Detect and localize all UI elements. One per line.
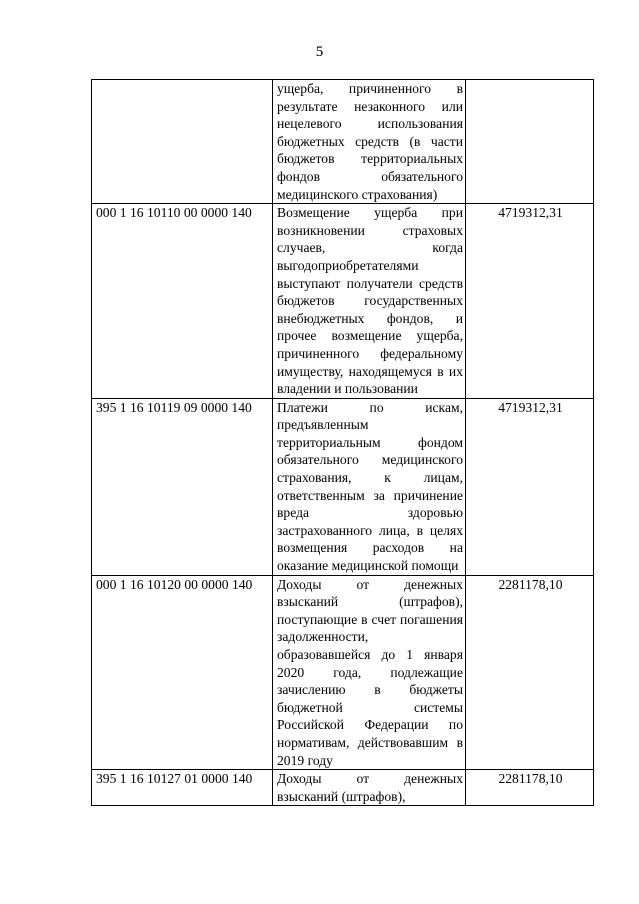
table-row bbox=[92, 575, 594, 770]
amount-cell: 4719312,31 bbox=[466, 204, 594, 399]
table-row bbox=[92, 204, 594, 399]
description-cell: Платежи по искам, предъявленным территориальным фондом обязательного медицинского страхования, к лицам, ответственным за причинение вреда здоровью застрахованного лица, в целях возмещения расходов на оказание медицинской помощи bbox=[273, 398, 466, 575]
amount-cell: 4719312,31 bbox=[466, 398, 594, 575]
table-row bbox=[92, 80, 594, 204]
amount-cell bbox=[466, 80, 594, 204]
description-cell: Возмещение ущерба при возникновении страховых случаев, когда выгодоприобретателями выступают получатели средств бюджетов государственных внебюджетных фондов, и прочее возмещение ущерба, причиненного федеральному имуществу, находящемуся в их владении и пользовании bbox=[273, 204, 466, 399]
budget-code-cell: 000 1 16 10110 00 0000 140 bbox=[92, 204, 273, 399]
table-row bbox=[92, 770, 594, 806]
description-cell: Доходы от денежных взысканий (штрафов), поступающие в счет погашения задолженности, образовавшейся до 1 января 2020 года, подлежащие зачислению в бюджеты бюджетной системы Российской Федерации по нормативам, действовавшим в 2019 году bbox=[273, 575, 466, 770]
amount-cell: 2281178,10 bbox=[466, 770, 594, 806]
budget-code-cell: 395 1 16 10119 09 0000 140 bbox=[92, 398, 273, 575]
description-cell: Доходы от денежных взысканий (штрафов), bbox=[273, 770, 466, 806]
budget-code-cell: 000 1 16 10120 00 0000 140 bbox=[92, 575, 273, 770]
budget-code-cell: 395 1 16 10127 01 0000 140 bbox=[92, 770, 273, 806]
table-row bbox=[92, 398, 594, 575]
amount-cell: 2281178,10 bbox=[466, 575, 594, 770]
description-cell: ущерба, причиненного в результате незаконного или нецелевого использования бюджетных средств (в части бюджетов территориальных фондов обязательного медицинского страхования) bbox=[273, 80, 466, 204]
budget-code-cell bbox=[92, 80, 273, 204]
page-number: 5 bbox=[315, 44, 324, 60]
budget-revenue-table bbox=[91, 79, 594, 806]
